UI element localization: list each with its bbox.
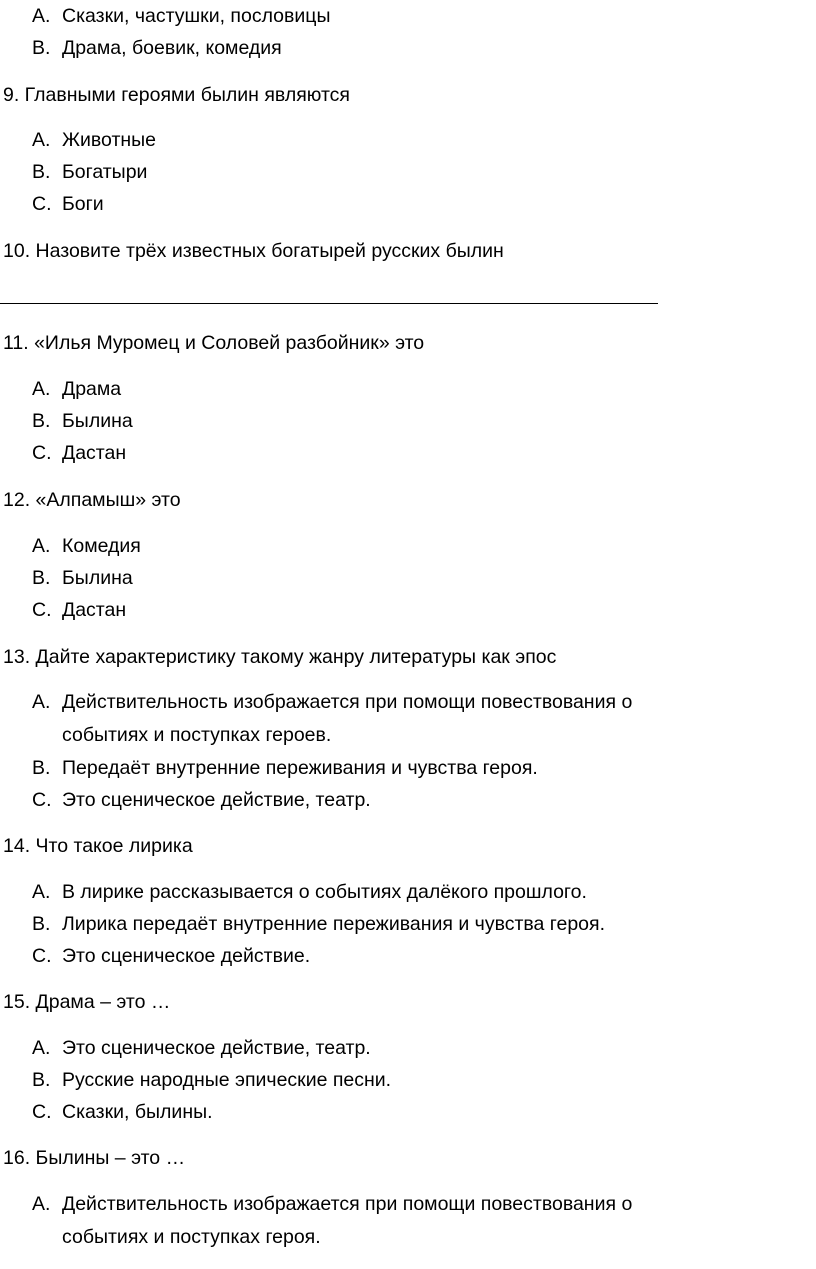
option-text: Сказки, былины. (62, 1101, 213, 1123)
option-letter: B. (32, 567, 51, 589)
q13-option-c (32, 787, 371, 813)
option-text: Былина (62, 410, 133, 432)
option-letter: B. (32, 410, 51, 432)
option-text: Это сценическое действие, театр. (62, 1037, 371, 1059)
option-text: В лирике рассказывается о событиях далёкого прошлого. (62, 881, 587, 903)
q12-option-a (32, 533, 141, 559)
option-letter: B. (32, 757, 51, 779)
option-letter: A. (32, 881, 51, 903)
q14-option-a (32, 879, 587, 905)
option-text: Передаёт внутренние переживания и чувства героя. (62, 757, 538, 779)
q9-title: 9. Главными героями былин являются (3, 84, 350, 106)
option-text: Боги (62, 193, 104, 215)
q16-option-a-continuation: событиях и поступках героя. (62, 1226, 321, 1248)
q8-option-b (32, 35, 282, 61)
option-letter: B. (32, 913, 51, 935)
option-text: Драма (62, 378, 122, 400)
q13-option-a (32, 689, 632, 715)
q14-title: 14. Что такое лирика (3, 835, 193, 857)
option-letter: A. (32, 535, 51, 557)
option-letter: C. (32, 193, 52, 215)
option-text: Драма, боевик, комедия (62, 37, 282, 59)
option-letter: C. (32, 1101, 52, 1123)
q13-title: 13. Дайте характеристику такому жанру литературы как эпос (3, 646, 557, 668)
option-letter: B. (32, 1069, 51, 1091)
option-letter: A. (32, 1037, 51, 1059)
option-letter: B. (32, 161, 51, 183)
option-letter: C. (32, 945, 52, 967)
option-letter: C. (32, 599, 52, 621)
q16-title: 16. Былины – это … (3, 1147, 186, 1169)
q11-title: 11. «Илья Муромец и Соловей разбойник» это (3, 332, 425, 354)
option-letter: C. (32, 442, 52, 464)
q11-option-b (32, 408, 133, 434)
q14-option-c (32, 943, 310, 969)
q15-option-b (32, 1067, 391, 1093)
answer-blank-line[interactable] (0, 303, 658, 304)
q13-option-a-continuation: событиях и поступках героев. (62, 724, 332, 746)
option-letter: A. (32, 691, 51, 713)
q12-option-c (32, 597, 126, 623)
q10-title: 10. Назовите трёх известных богатырей русских былин (3, 240, 504, 262)
option-text: Богатыри (62, 161, 148, 183)
q12-option-b (32, 565, 133, 591)
q9-option-c (32, 191, 104, 217)
option-letter: A. (32, 378, 51, 400)
q12-title: 12. «Алпамыш» это (3, 489, 181, 511)
option-text: Дастан (62, 442, 127, 464)
option-text: Это сценическое действие, театр. (62, 789, 371, 811)
option-text: Лирика передаёт внутренние переживания и чувства героя. (62, 913, 606, 935)
option-letter: A. (32, 1193, 51, 1215)
q15-title: 15. Драма – это … (3, 991, 171, 1013)
q15-option-c (32, 1099, 213, 1125)
q14-option-b (32, 911, 605, 937)
q13-option-b (32, 755, 538, 781)
option-text: Дастан (62, 599, 127, 621)
option-letter: A. (32, 129, 51, 151)
option-letter: A. (32, 5, 51, 27)
q11-option-a (32, 376, 121, 402)
q9-option-a (32, 127, 156, 153)
option-text: Былина (62, 567, 133, 589)
option-text: Русские народные эпические песни. (62, 1069, 392, 1091)
q9-option-b (32, 159, 147, 185)
option-letter: B. (32, 37, 51, 59)
q11-option-c (32, 440, 126, 466)
option-text: Действительность изображается при помощи повествования о (62, 1193, 633, 1215)
option-text: Сказки, частушки, пословицы (62, 5, 331, 27)
option-text: Действительность изображается при помощи повествования о (62, 691, 633, 713)
option-text: Животные (62, 129, 157, 151)
q8-option-a (32, 3, 330, 29)
option-text: Это сценическое действие. (62, 945, 311, 967)
option-text: Комедия (62, 535, 141, 557)
option-letter: C. (32, 789, 52, 811)
q15-option-a (32, 1035, 371, 1061)
q16-option-a (32, 1191, 632, 1217)
